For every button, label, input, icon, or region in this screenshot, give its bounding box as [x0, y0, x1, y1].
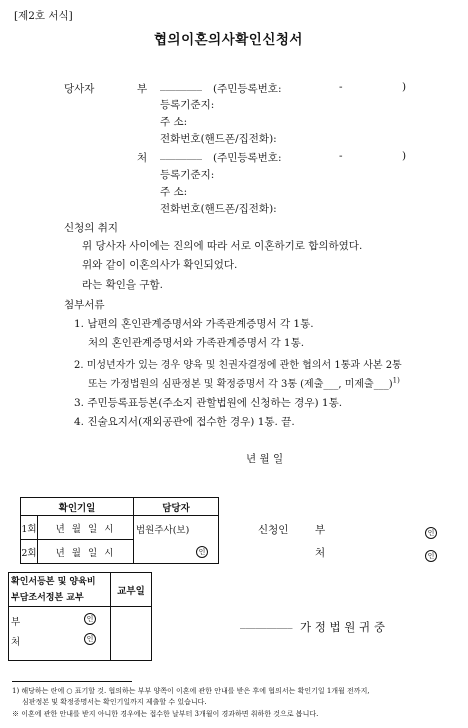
delivery-header-line-1: 확인서등본 및 양육비	[11, 576, 96, 587]
attachment-item-2b	[88, 375, 400, 390]
delivery-header-line-2: 부담조서정본 교부	[11, 592, 84, 603]
officer-title: 법원주사(보)	[136, 525, 190, 536]
applicant-wife: 처	[315, 547, 326, 559]
wife-seal-mark: 인	[425, 550, 437, 562]
attachment-item-2a: 2. 미성년자가 있는 경우 양육 및 친권자결정에 관한 협의서 1통과 사본 2통	[74, 360, 402, 371]
footnote-divider	[12, 681, 132, 682]
round-2-label: 2회	[21, 540, 38, 564]
wife-name-field[interactable]: ________	[160, 148, 202, 160]
wife-seal	[425, 545, 437, 564]
round-1-label: 1회	[21, 516, 38, 540]
delivery-wife-label: 처	[11, 637, 21, 648]
form-number: [제2호 서식]	[14, 10, 73, 22]
delivery-signatures	[9, 607, 111, 661]
husband-seal	[425, 522, 437, 541]
attachment-item-2b-text: 또는 가정법원의 심판정본 및 확정증명서 각 3통 (제출___, 미제출___)	[88, 379, 393, 390]
footnote-1a: 1) 해당하는 란에 ○ 표기할 것. 협의하는 부부 양쪽이 이혼에 관한 안내를 받은 후에 협의서는 확인기일 1개월 전까지,	[12, 687, 370, 695]
officer-seal: 인	[196, 546, 208, 558]
document-title: 협의이혼의사확인신청서	[154, 32, 303, 48]
delivery-husband-label: 부	[11, 617, 21, 628]
purpose-line-2: 위와 같이 이혼의사가 확인되었다.	[82, 259, 238, 271]
delivery-header-left	[9, 573, 111, 607]
attachment-item-4: 4. 진술요지서(재외공관에 접수한 경우) 1통. 끝.	[74, 416, 295, 428]
wife-id-close: )	[402, 150, 407, 162]
footnote-1b: 심판정본 및 확정증명서는 확인기일까지 제출할 수 있습니다.	[22, 698, 207, 706]
delivery-husband-seal: 인	[84, 613, 96, 625]
delivery-wife-seal: 인	[84, 633, 96, 645]
wife-phone: 전화번호(핸드폰/집전화):	[160, 203, 277, 215]
wife-id-dash: -	[339, 150, 343, 162]
wife-id-label: (주민등록번호:	[213, 152, 282, 164]
delivery-date-cell[interactable]	[111, 607, 152, 661]
confirm-date-header: 확인기일	[21, 498, 134, 516]
purpose-line-3: 라는 확인을 구함.	[82, 279, 164, 291]
husband-role: 부	[137, 83, 148, 95]
round-2-date[interactable]: 년 월 일 시	[38, 540, 134, 564]
court-name-field[interactable]: __________	[240, 617, 293, 629]
officer-cell	[134, 516, 219, 564]
wife-base-address: 등록기준지:	[160, 169, 215, 181]
attachment-item-1a: 1. 남편의 혼인관계증명서와 가족관계증명서 각 1통.	[74, 318, 314, 330]
attachment-item-1b: 처의 혼인관계증명서와 가족관계증명서 각 1통.	[88, 337, 305, 349]
delivery-table	[8, 572, 152, 661]
delivery-date-header: 교부일	[111, 573, 152, 607]
round-1-date[interactable]: 년 월 일 시	[38, 516, 134, 540]
applicant-label: 신청인	[258, 524, 289, 536]
husband-base-address: 등록기준지:	[160, 99, 215, 111]
application-date: 년 월 일	[246, 453, 284, 465]
party-label: 당사자	[64, 83, 95, 95]
husband-id-close: )	[402, 81, 407, 93]
court-addressee: 가 정 법 원 귀 중	[300, 620, 385, 634]
husband-phone: 전화번호(핸드폰/집전화):	[160, 133, 277, 145]
wife-role: 처	[137, 152, 148, 164]
purpose-line-1: 위 당사자 사이에는 진의에 따라 서로 이혼하기로 합의하였다.	[82, 240, 363, 252]
husband-seal-mark: 인	[425, 527, 437, 539]
purpose-heading: 신청의 취지	[64, 222, 119, 234]
confirmation-table	[20, 497, 219, 564]
husband-id-label: (주민등록번호:	[213, 83, 282, 95]
attachments-heading: 첨부서류	[64, 299, 105, 311]
wife-address: 주 소:	[160, 186, 188, 198]
attachment-item-3: 3. 주민등록표등본(주소지 관할법원에 신청하는 경우) 1통.	[74, 397, 343, 409]
footnote-ref-1: 1)	[392, 376, 400, 385]
officer-header: 담당자	[134, 498, 219, 516]
applicant-husband: 부	[315, 524, 326, 536]
husband-id-dash: -	[339, 81, 343, 93]
footnote-2: ※ 이혼에 관한 안내를 받지 아니한 경우에는 접수한 날부터 3개월이 경과하면 취하한 것으로 봅니다.	[12, 710, 319, 718]
husband-address: 주 소:	[160, 116, 188, 128]
husband-name-field[interactable]: ________	[160, 79, 202, 91]
